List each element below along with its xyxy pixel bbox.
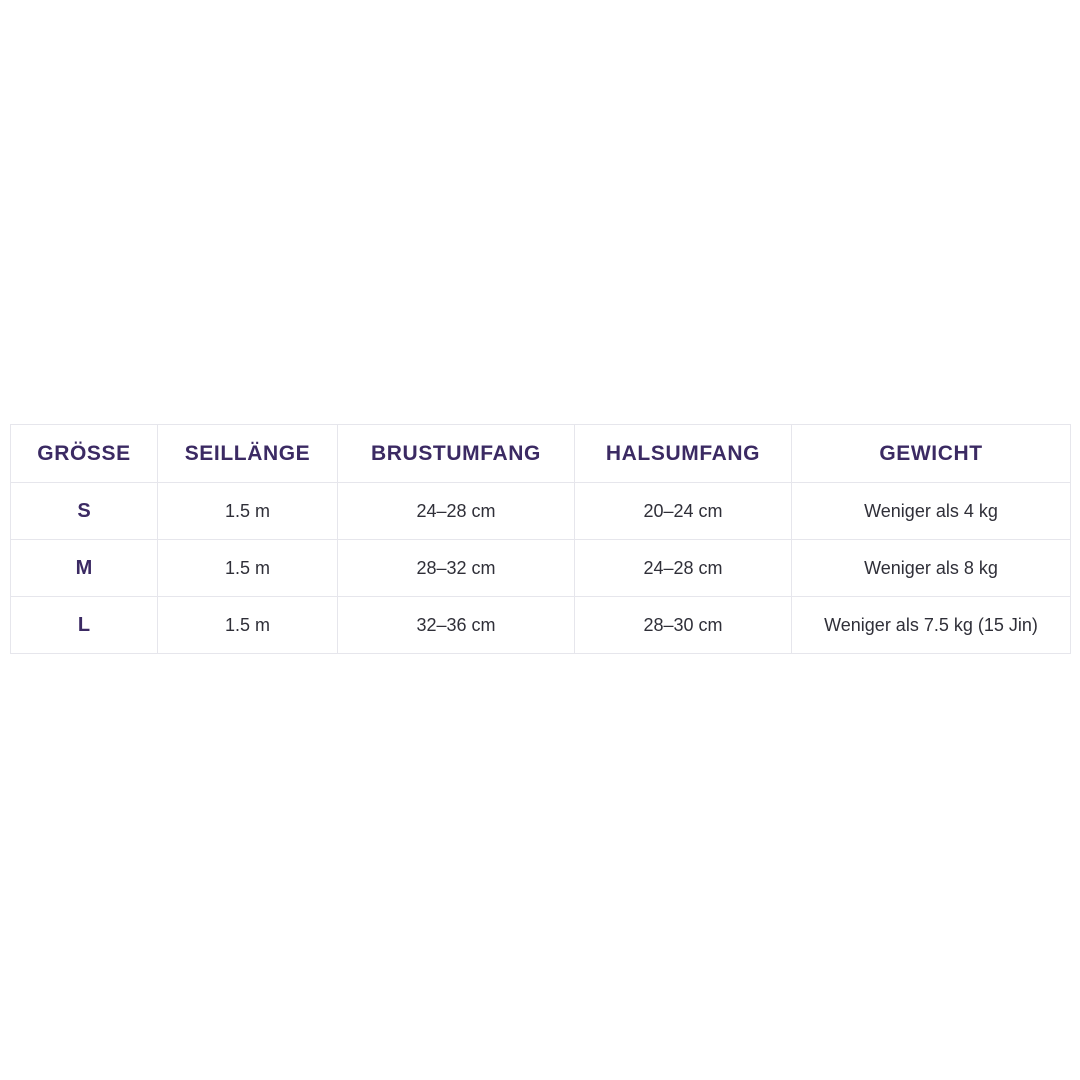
- cell-neck: 20–24 cm: [575, 483, 792, 540]
- cell-chest: 24–28 cm: [338, 483, 575, 540]
- table-header-row: [11, 425, 1071, 483]
- column-header-size: GRÖSSE: [11, 425, 158, 483]
- column-header-weight: GEWICHT: [792, 425, 1071, 483]
- cell-weight: Weniger als 8 kg: [792, 540, 1071, 597]
- table-header: [11, 425, 1071, 483]
- cell-chest: 32–36 cm: [338, 597, 575, 654]
- cell-size: L: [11, 597, 158, 654]
- table-body: [11, 483, 1071, 654]
- cell-rope-length: 1.5 m: [158, 597, 338, 654]
- size-table: [10, 424, 1071, 654]
- column-header-neck: HALSUMFANG: [575, 425, 792, 483]
- cell-neck: 28–30 cm: [575, 597, 792, 654]
- cell-weight: Weniger als 7.5 kg (15 Jin): [792, 597, 1071, 654]
- size-chart: [10, 424, 1070, 654]
- cell-neck: 24–28 cm: [575, 540, 792, 597]
- table-row: [11, 483, 1071, 540]
- cell-size: S: [11, 483, 158, 540]
- cell-size: M: [11, 540, 158, 597]
- column-header-rope-length: SEILLÄNGE: [158, 425, 338, 483]
- cell-rope-length: 1.5 m: [158, 540, 338, 597]
- cell-rope-length: 1.5 m: [158, 483, 338, 540]
- cell-weight: Weniger als 4 kg: [792, 483, 1071, 540]
- table-row: [11, 540, 1071, 597]
- table-row: [11, 597, 1071, 654]
- cell-chest: 28–32 cm: [338, 540, 575, 597]
- column-header-chest: BRUSTUMFANG: [338, 425, 575, 483]
